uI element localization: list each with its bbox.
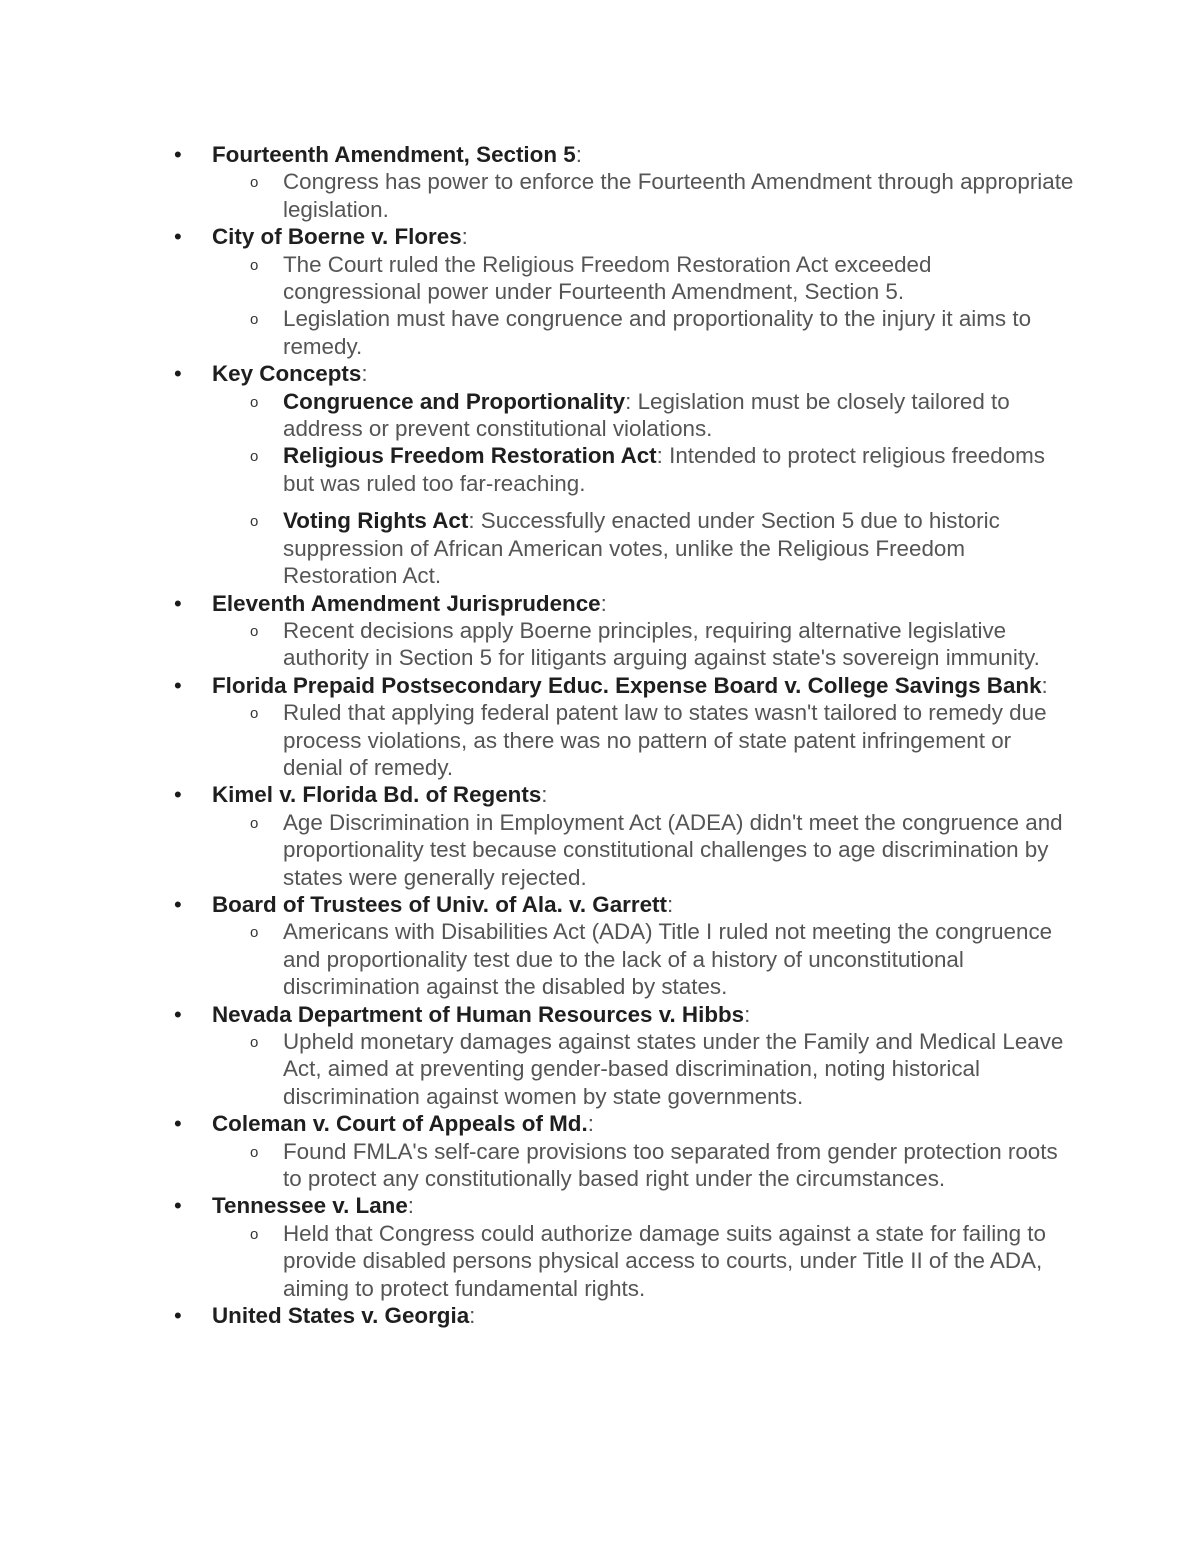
topic-colon: : [1041, 672, 1048, 698]
sub-item-separator: : [656, 443, 670, 469]
sub-list [212, 617, 1074, 672]
topic-colon: : [744, 1001, 751, 1027]
sub-bullet-icon: o [250, 1225, 259, 1243]
sub-item-text: Successfully enacted under Section 5 due to historic suppression of African American votes, unlike the Religious Freedom Restoration Act. [283, 508, 1000, 589]
sub-bullet-icon: o [250, 705, 259, 723]
topic-colon: : [541, 782, 548, 808]
topic-title: City of Boerne v. Flores [212, 224, 462, 250]
outline-sub-item [212, 507, 1074, 589]
sub-item-text: Ruled that applying federal patent law to states wasn't tailored to remedy due process violations, as there was no pattern of state patent infringement or denial of remedy. [283, 700, 1047, 780]
topic-colon: : [461, 224, 468, 250]
sub-bullet-icon: o [250, 814, 259, 832]
outline-topic [174, 672, 1074, 782]
sub-item-separator: : [468, 508, 481, 534]
topic-title: United States v. Georgia [212, 1303, 470, 1329]
topic-title: Coleman v. Court of Appeals of Md. [212, 1111, 588, 1137]
topic-colon: : [469, 1303, 476, 1329]
outline-sub-item [212, 809, 1074, 891]
outline-sub-item [212, 388, 1074, 443]
sub-bullet-icon: o [250, 256, 259, 274]
sub-item-text: Congress has power to enforce the Fourteenth Amendment through appropriate legislation. [283, 169, 1074, 222]
topic-colon: : [587, 1111, 594, 1137]
sub-item-text: Age Discrimination in Employment Act (ADEA) didn't meet the congruence and proportionality test because constitutional challenges to age discrimination by states were generally rejected. [283, 809, 1063, 890]
bullet-icon: • [174, 1111, 182, 1137]
sub-list [212, 1138, 1074, 1193]
sub-list [212, 1028, 1074, 1110]
outline-topic [174, 781, 1074, 891]
bullet-icon: • [174, 224, 182, 250]
outline-topic [174, 223, 1074, 360]
outline-sub-item [212, 617, 1074, 672]
sub-bullet-icon: o [250, 622, 259, 640]
sub-item-text: Legislation must have congruence and proportionality to the injury it aims to remedy. [283, 306, 1032, 359]
outline-topic [174, 141, 1074, 223]
outline-topic [174, 891, 1074, 1001]
outline-sub-item [212, 918, 1074, 1000]
sub-bullet-icon: o [250, 174, 259, 192]
sub-bullet-icon: o [250, 924, 259, 942]
sub-bullet-icon: o [250, 513, 259, 531]
sub-bullet-icon: o [250, 311, 259, 329]
topic-title: Florida Prepaid Postsecondary Educ. Expense Board v. College Savings Bank [212, 672, 1042, 698]
sub-item-separator: : [625, 388, 638, 414]
sub-item-text: Intended to protect religious freedoms but was ruled too far-reaching. [283, 443, 1045, 496]
sub-item-term: Voting Rights Act [283, 508, 469, 534]
bullet-icon: • [174, 590, 182, 616]
outline-topic [174, 590, 1074, 672]
outline-list [174, 141, 1074, 1329]
sub-bullet-icon: o [250, 1143, 259, 1161]
sub-list [212, 699, 1074, 781]
sub-bullet-icon: o [250, 1034, 259, 1051]
outline-sub-item [212, 168, 1074, 223]
sub-list [212, 1220, 1074, 1302]
sub-item-term: Congruence and Proportionality [283, 388, 626, 414]
topic-title: Eleventh Amendment Jurisprudence [212, 590, 601, 616]
topic-title: Tennessee v. Lane [212, 1193, 408, 1219]
sub-item-text: Held that Congress could authorize damage suits against a state for failing to provide disabled persons physical access to courts, under Title II of the ADA, aiming to protect fundamental rights. [283, 1220, 1046, 1301]
outline-sub-item [212, 1220, 1074, 1302]
topic-title: Fourteenth Amendment, Section 5 [212, 142, 576, 167]
sub-bullet-icon: o [250, 448, 259, 466]
sub-item-text: Americans with Disabilities Act (ADA) Title I ruled not meeting the congruence and proportionality test due to the lack of a history of unconstitutional discrimination against the disabled by states. [283, 919, 1053, 1000]
topic-colon: : [575, 142, 582, 167]
outline-sub-item [212, 305, 1074, 360]
sub-item-text: The Court ruled the Religious Freedom Restoration Act exceeded congressional power under Fourteenth Amendment, Section 5. [283, 251, 932, 305]
bullet-icon: • [174, 361, 182, 387]
topic-title: Nevada Department of Human Resources v. Hibbs [212, 1001, 745, 1027]
outline-topic [174, 1192, 1074, 1302]
outline-sub-item [212, 442, 1074, 497]
sub-list [212, 168, 1074, 223]
outline-topic [174, 1110, 1074, 1192]
topic-colon: : [666, 891, 674, 917]
sub-item-text: Found FMLA's self-care provisions too separated from gender protection roots to protect any constitutionally based right under the circumstances. [283, 1138, 1058, 1192]
bullet-icon: • [174, 1001, 182, 1027]
outline-topic [174, 360, 1074, 589]
sub-item-term: Religious Freedom Restoration Act [283, 443, 657, 469]
topic-colon: : [361, 361, 368, 387]
topic-title: Kimel v. Florida Bd. of Regents [212, 782, 542, 808]
sub-bullet-icon: o [250, 393, 259, 411]
sub-item-text: Upheld monetary damages against states under the Family and Medical Leave Act, aimed at preventing gender-based discrimination, noting historical discrimination against women by state governments. [283, 1029, 1064, 1109]
topic-title: Key Concepts [212, 361, 362, 387]
sub-item-text: Legislation must be closely tailored to address or prevent constitutional violations. [283, 388, 1010, 442]
outline-sub-item [212, 699, 1074, 781]
outline-topic [174, 1302, 1074, 1329]
bullet-icon: • [174, 891, 182, 917]
bullet-icon: • [174, 672, 182, 698]
sub-list [212, 388, 1074, 590]
sub-item-text: Recent decisions apply Boerne principles, requiring alternative legislative authority in Section 5 for litigants arguing against state's sovereign immunity. [283, 617, 1040, 671]
bullet-icon: • [174, 782, 182, 808]
outline-topic [174, 1001, 1074, 1111]
bullet-icon: • [174, 1193, 182, 1219]
outline-sub-item [212, 251, 1074, 306]
topic-colon: : [600, 590, 607, 616]
topic-colon: : [407, 1193, 415, 1219]
bullet-icon: • [174, 1303, 182, 1329]
topic-title: Board of Trustees of Univ. of Ala. v. Garrett [212, 891, 667, 917]
outline-sub-item [212, 1138, 1074, 1193]
outline-sub-item [212, 1028, 1074, 1110]
sub-list [212, 918, 1074, 1000]
sub-list [212, 809, 1074, 891]
bullet-icon: • [174, 142, 182, 167]
sub-list [212, 251, 1074, 361]
